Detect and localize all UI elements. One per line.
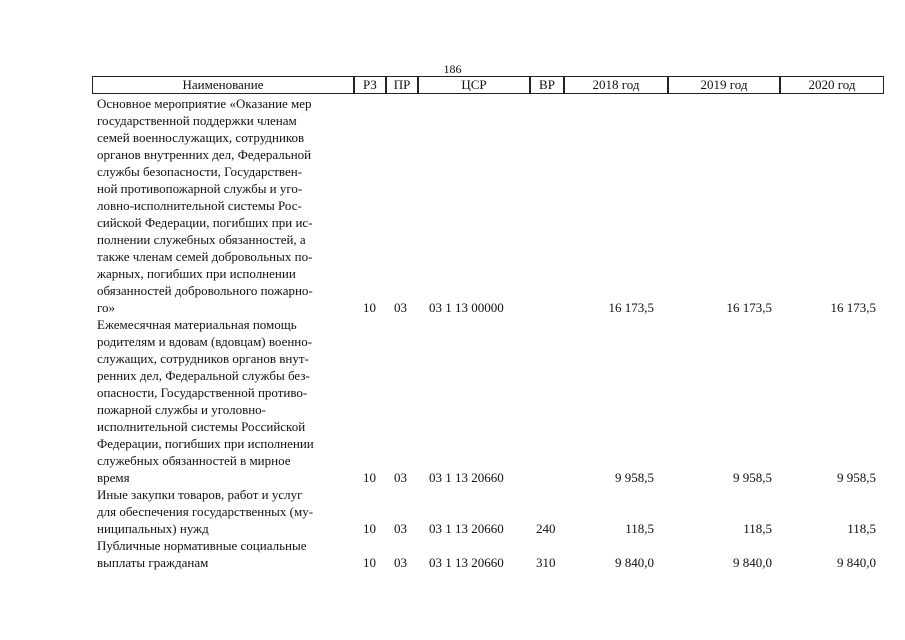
description-line: сийской Федерации, погибших при ис- (97, 215, 313, 230)
description-line: также членам семей добровольных по- (97, 249, 313, 264)
row-description (97, 316, 352, 486)
header-name: Наименование (92, 76, 354, 94)
header-rz: РЗ (354, 76, 386, 94)
description-line: опасности, Государственной противо- (97, 385, 308, 400)
page-number: 186 (443, 62, 462, 76)
row-description (97, 95, 352, 316)
description-line: службы безопасности, Государствен- (97, 164, 303, 179)
cell-csr: 03 1 13 20660 (429, 470, 504, 485)
row-description (97, 537, 352, 571)
description-line: родителям и вдовам (вдовцам) военно- (97, 334, 313, 349)
cell-y2020: 9 840,0 (837, 555, 876, 570)
description-line: ренних дел, Федеральной службы без- (97, 368, 310, 383)
cell-csr: 03 1 13 20660 (429, 555, 504, 570)
description-line: государственной поддержки членам (97, 113, 297, 128)
header-pr: ПР (386, 76, 418, 94)
cell-rz: 10 (363, 521, 376, 536)
description-line: го» (97, 300, 116, 315)
cell-csr: 03 1 13 20660 (429, 521, 504, 536)
header-csr: ЦСР (418, 76, 530, 94)
description-line: для обеспечения государственных (му- (97, 504, 314, 519)
cell-y2020: 16 173,5 (830, 300, 876, 315)
cell-y2019: 9 958,5 (733, 470, 772, 485)
header-2019: 2019 год (668, 76, 780, 94)
description-line: пожарной службы и уголовно- (97, 402, 266, 417)
cell-rz: 10 (363, 555, 376, 570)
cell-y2019: 9 840,0 (733, 555, 772, 570)
description-line: Ежемесячная материальная помощь (97, 317, 297, 332)
description-line: ниципальных) нужд (97, 521, 209, 536)
description-line: служащих, сотрудников органов внут- (97, 351, 309, 366)
cell-rz: 10 (363, 300, 376, 315)
cell-y2019: 16 173,5 (726, 300, 772, 315)
description-line: исполнительной системы Российской (97, 419, 306, 434)
description-line: служебных обязанностей в мирное (97, 453, 291, 468)
description-line: ловно-исполнительной системы Рос- (97, 198, 302, 213)
cell-y2018: 118,5 (625, 521, 654, 536)
description-line: Публичные нормативные социальные (97, 538, 307, 553)
header-2018: 2018 год (564, 76, 668, 94)
description-line: время (97, 470, 130, 485)
row-description (97, 486, 352, 537)
cell-pr: 03 (394, 521, 407, 536)
cell-y2018: 9 958,5 (615, 470, 654, 485)
cell-y2019: 118,5 (743, 521, 772, 536)
description-line: выплаты гражданам (97, 555, 209, 570)
cell-y2020: 118,5 (847, 521, 876, 536)
description-line: жарных, погибших при исполнении (97, 266, 296, 281)
cell-csr: 03 1 13 00000 (429, 300, 504, 315)
header-vr: ВР (530, 76, 564, 94)
description-line: органов внутренних дел, Федеральной (97, 147, 312, 162)
cell-vr: 240 (536, 521, 556, 536)
description-line: Основное мероприятие «Оказание мер (97, 96, 312, 111)
description-line: ной противопожарной службы и уго- (97, 181, 303, 196)
cell-pr: 03 (394, 300, 407, 315)
description-line: Иные закупки товаров, работ и услуг (97, 487, 303, 502)
cell-pr: 03 (394, 470, 407, 485)
description-line: полнении служебных обязанностей, а (97, 232, 306, 247)
cell-pr: 03 (394, 555, 407, 570)
cell-y2018: 16 173,5 (608, 300, 654, 315)
description-line: семей военнослужащих, сотрудников (97, 130, 305, 145)
cell-y2020: 9 958,5 (837, 470, 876, 485)
description-line: Федерации, погибших при исполнении (97, 436, 314, 451)
header-2020: 2020 год (780, 76, 884, 94)
cell-y2018: 9 840,0 (615, 555, 654, 570)
cell-rz: 10 (363, 470, 376, 485)
description-line: обязанностей добровольного пожарно- (97, 283, 313, 298)
cell-vr: 310 (536, 555, 556, 570)
